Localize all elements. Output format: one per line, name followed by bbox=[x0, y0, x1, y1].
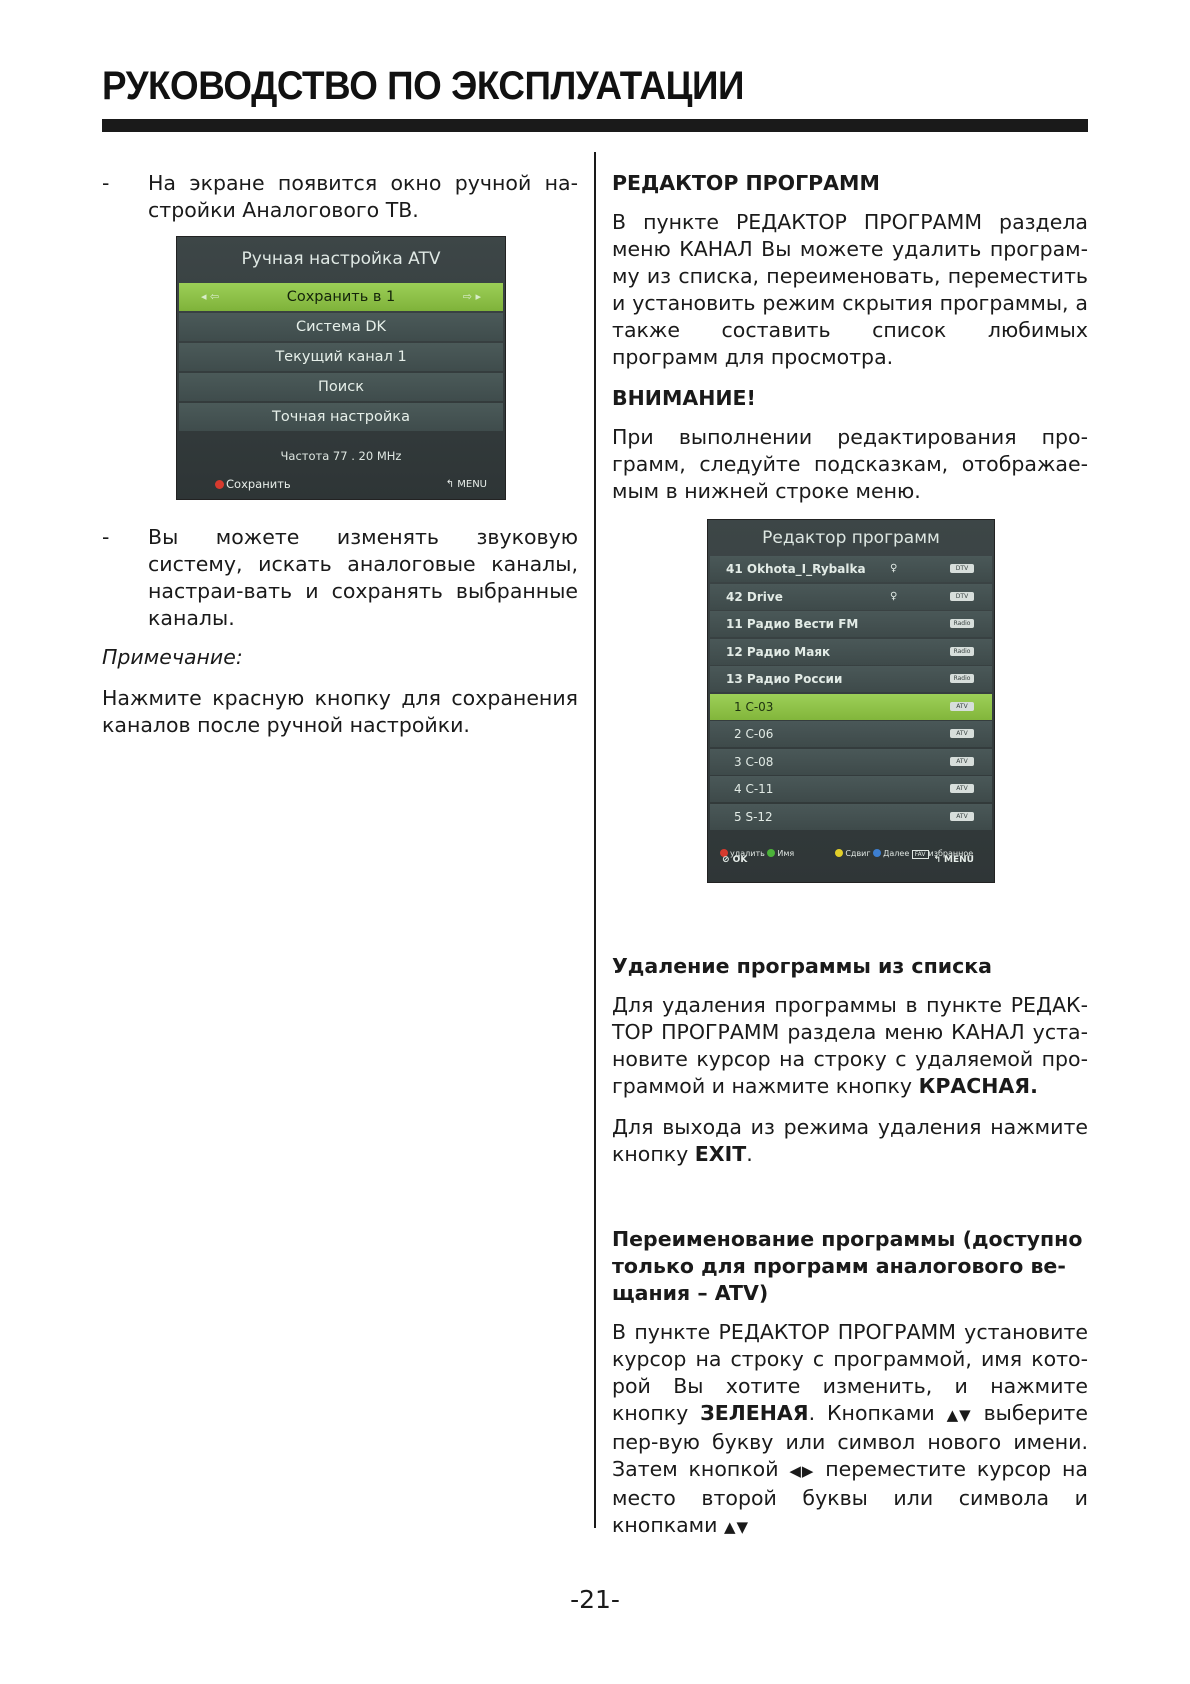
channel-name: 1 C-03 bbox=[734, 699, 774, 714]
save-hint: Сохранить bbox=[215, 471, 291, 498]
channel-name: 12 Радио Маяк bbox=[726, 644, 831, 659]
atv-menu-item-channel: Текущий канал 1 bbox=[179, 343, 503, 371]
favorite-icon: ♀ bbox=[890, 563, 898, 574]
channel-type-badge: Radio bbox=[950, 674, 974, 683]
fav-key-icon: FAV bbox=[912, 850, 929, 859]
exit-button-label: EXIT bbox=[694, 1142, 747, 1166]
exit-text: Для выхода из режима удаления нажмите кнопку EXIT. bbox=[612, 1115, 1088, 1166]
channel-name: 2 C-06 bbox=[734, 727, 774, 741]
right-column bbox=[612, 170, 1088, 1555]
rename-heading: Переименование программы (доступно только для программ аналогового ве-щания – ATV) bbox=[612, 1227, 1083, 1305]
page-number: -21- bbox=[570, 1585, 620, 1614]
favorite-icon: ♀ bbox=[890, 590, 898, 602]
channel-name: 5 S-12 bbox=[734, 809, 773, 824]
attention-heading: ВНИМАНИЕ! bbox=[612, 386, 756, 410]
editor-channel-row bbox=[710, 776, 992, 802]
editor-legend: удалить Имя Сдвиг Далее FAV избранное bbox=[720, 840, 994, 868]
channel-type-badge: ATV bbox=[950, 702, 974, 711]
bullet-item bbox=[102, 170, 578, 224]
channel-type-badge: ATV bbox=[950, 757, 974, 766]
editor-menu-title: Редактор программ bbox=[762, 528, 940, 548]
editor-heading: РЕДАКТОР ПРОГРАММ bbox=[612, 171, 880, 195]
bullet-dash: - bbox=[102, 525, 110, 549]
channel-type-badge: Radio bbox=[950, 647, 974, 656]
atv-menu-item-save bbox=[179, 283, 503, 311]
editor-channel-list bbox=[708, 556, 994, 830]
channel-name: 4 C-11 bbox=[734, 782, 774, 796]
left-column bbox=[102, 170, 578, 753]
column-divider bbox=[594, 152, 596, 1528]
bullet-text: Вы можете изменять звуковую систему, искать аналоговые каналы, настраи-вать и сохранять выбранные каналы. bbox=[148, 525, 578, 630]
channel-name: 13 Радио России bbox=[726, 672, 843, 686]
editor-channel-row bbox=[710, 584, 992, 610]
up-down-arrows-icon: ▲▼ bbox=[946, 1406, 972, 1424]
red-button-icon bbox=[215, 480, 224, 489]
note-label: Примечание: bbox=[102, 645, 243, 669]
ok-hint: ⊘ OK bbox=[722, 855, 748, 865]
channel-type-badge: ATV bbox=[950, 812, 974, 821]
atv-menu-title: Ручная настройка ATV bbox=[241, 249, 441, 269]
channel-type-badge: ATV bbox=[950, 729, 974, 738]
attention-text: При выполнении редактирования про-грамм, следуйте подсказкам, отображае-мым в нижней строке меню. bbox=[612, 425, 1088, 503]
arrow-left-icon: ◂ ⇦ bbox=[201, 290, 220, 303]
bullet-dash: - bbox=[102, 171, 110, 195]
up-down-arrows-icon: ▲▼ bbox=[724, 1518, 750, 1536]
channel-name: 11 Радио Вести FM bbox=[726, 617, 859, 631]
note-text: Нажмите красную кнопку для сохранения каналов после ручной настройки. bbox=[102, 686, 578, 737]
editor-channel-row bbox=[710, 721, 992, 747]
green-button-label: ЗЕЛЕНАЯ bbox=[700, 1401, 809, 1425]
atv-menu-item-search: Поиск bbox=[179, 373, 503, 401]
editor-channel-row bbox=[710, 804, 992, 830]
atv-menu-item-label: Сохранить в 1 bbox=[286, 289, 396, 305]
channel-name: 41 Okhota_I_Rybalka bbox=[726, 562, 866, 576]
channel-type-badge: ATV bbox=[950, 784, 974, 793]
delete-text: Для удаления программы в пункте РЕДАК-ТОР ПРОГРАММ раздела меню КАНАЛ уста-новите курсор на строку с удаляемой про-граммой и нажмите кнопку КРАСНАЯ. bbox=[612, 993, 1088, 1098]
channel-type-badge: Radio bbox=[950, 619, 974, 628]
rename-text: В пункте РЕДАКТОР ПРОГРАММ установите курсор на строку с программой, имя кото-рой Вы хотите изменить, и нажмите кнопку ЗЕЛЕНАЯ. Кнопками ▲▼ выберите пер-вую букву или символ нового имени. Затем кнопкой ◀▶ переместите курсор на место второй буквы или символа и кнопками ▲▼ bbox=[612, 1319, 1088, 1541]
editor-channel-row bbox=[710, 639, 992, 665]
channel-type-badge: DTV bbox=[950, 592, 974, 601]
arrow-right-icon: ⇨ ▸ bbox=[462, 290, 481, 303]
channel-type-badge: DTV bbox=[950, 564, 974, 573]
editor-footer bbox=[722, 847, 974, 874]
bullet-item bbox=[102, 524, 578, 632]
atv-menu-item-fine-tune: Точная настройка bbox=[179, 403, 503, 431]
editor-channel-row bbox=[710, 694, 992, 720]
channel-name: 3 C-08 bbox=[734, 754, 774, 769]
program-editor-screen bbox=[707, 519, 995, 883]
red-button-label: КРАСНАЯ. bbox=[918, 1074, 1038, 1098]
page-title: РУКОВОДСТВО ПО ЭКСПЛУАТАЦИИ bbox=[102, 64, 744, 108]
channel-name: 42 Drive bbox=[726, 589, 783, 604]
editor-channel-row bbox=[710, 556, 992, 582]
editor-channel-row bbox=[710, 749, 992, 775]
atv-menu-item-system: Система DK bbox=[179, 313, 503, 341]
delete-heading: Удаление программы из списка bbox=[612, 954, 993, 978]
title-rule bbox=[102, 119, 1088, 132]
editor-channel-row bbox=[710, 611, 992, 637]
menu-hint: ↰ MENU bbox=[933, 855, 974, 865]
atv-frequency: Частота 77 . 20 MHz bbox=[280, 449, 402, 463]
editor-channel-row bbox=[710, 666, 992, 692]
bullet-text: На экране появится окно ручной на-стройки Аналогового ТВ. bbox=[148, 171, 578, 222]
atv-manual-tuning-screen bbox=[176, 236, 506, 500]
editor-text: В пункте РЕДАКТОР ПРОГРАММ раздела меню КАНАЛ Вы можете удалить програм-му из списка, переименовать, переместить и установить режим скрытия программы, а также составить список любимых программ для просмотра. bbox=[612, 210, 1088, 369]
left-right-arrows-icon: ◀▶ bbox=[789, 1462, 815, 1480]
atv-menu-footer bbox=[177, 471, 505, 489]
menu-hint: ↰ MENU bbox=[445, 479, 487, 490]
